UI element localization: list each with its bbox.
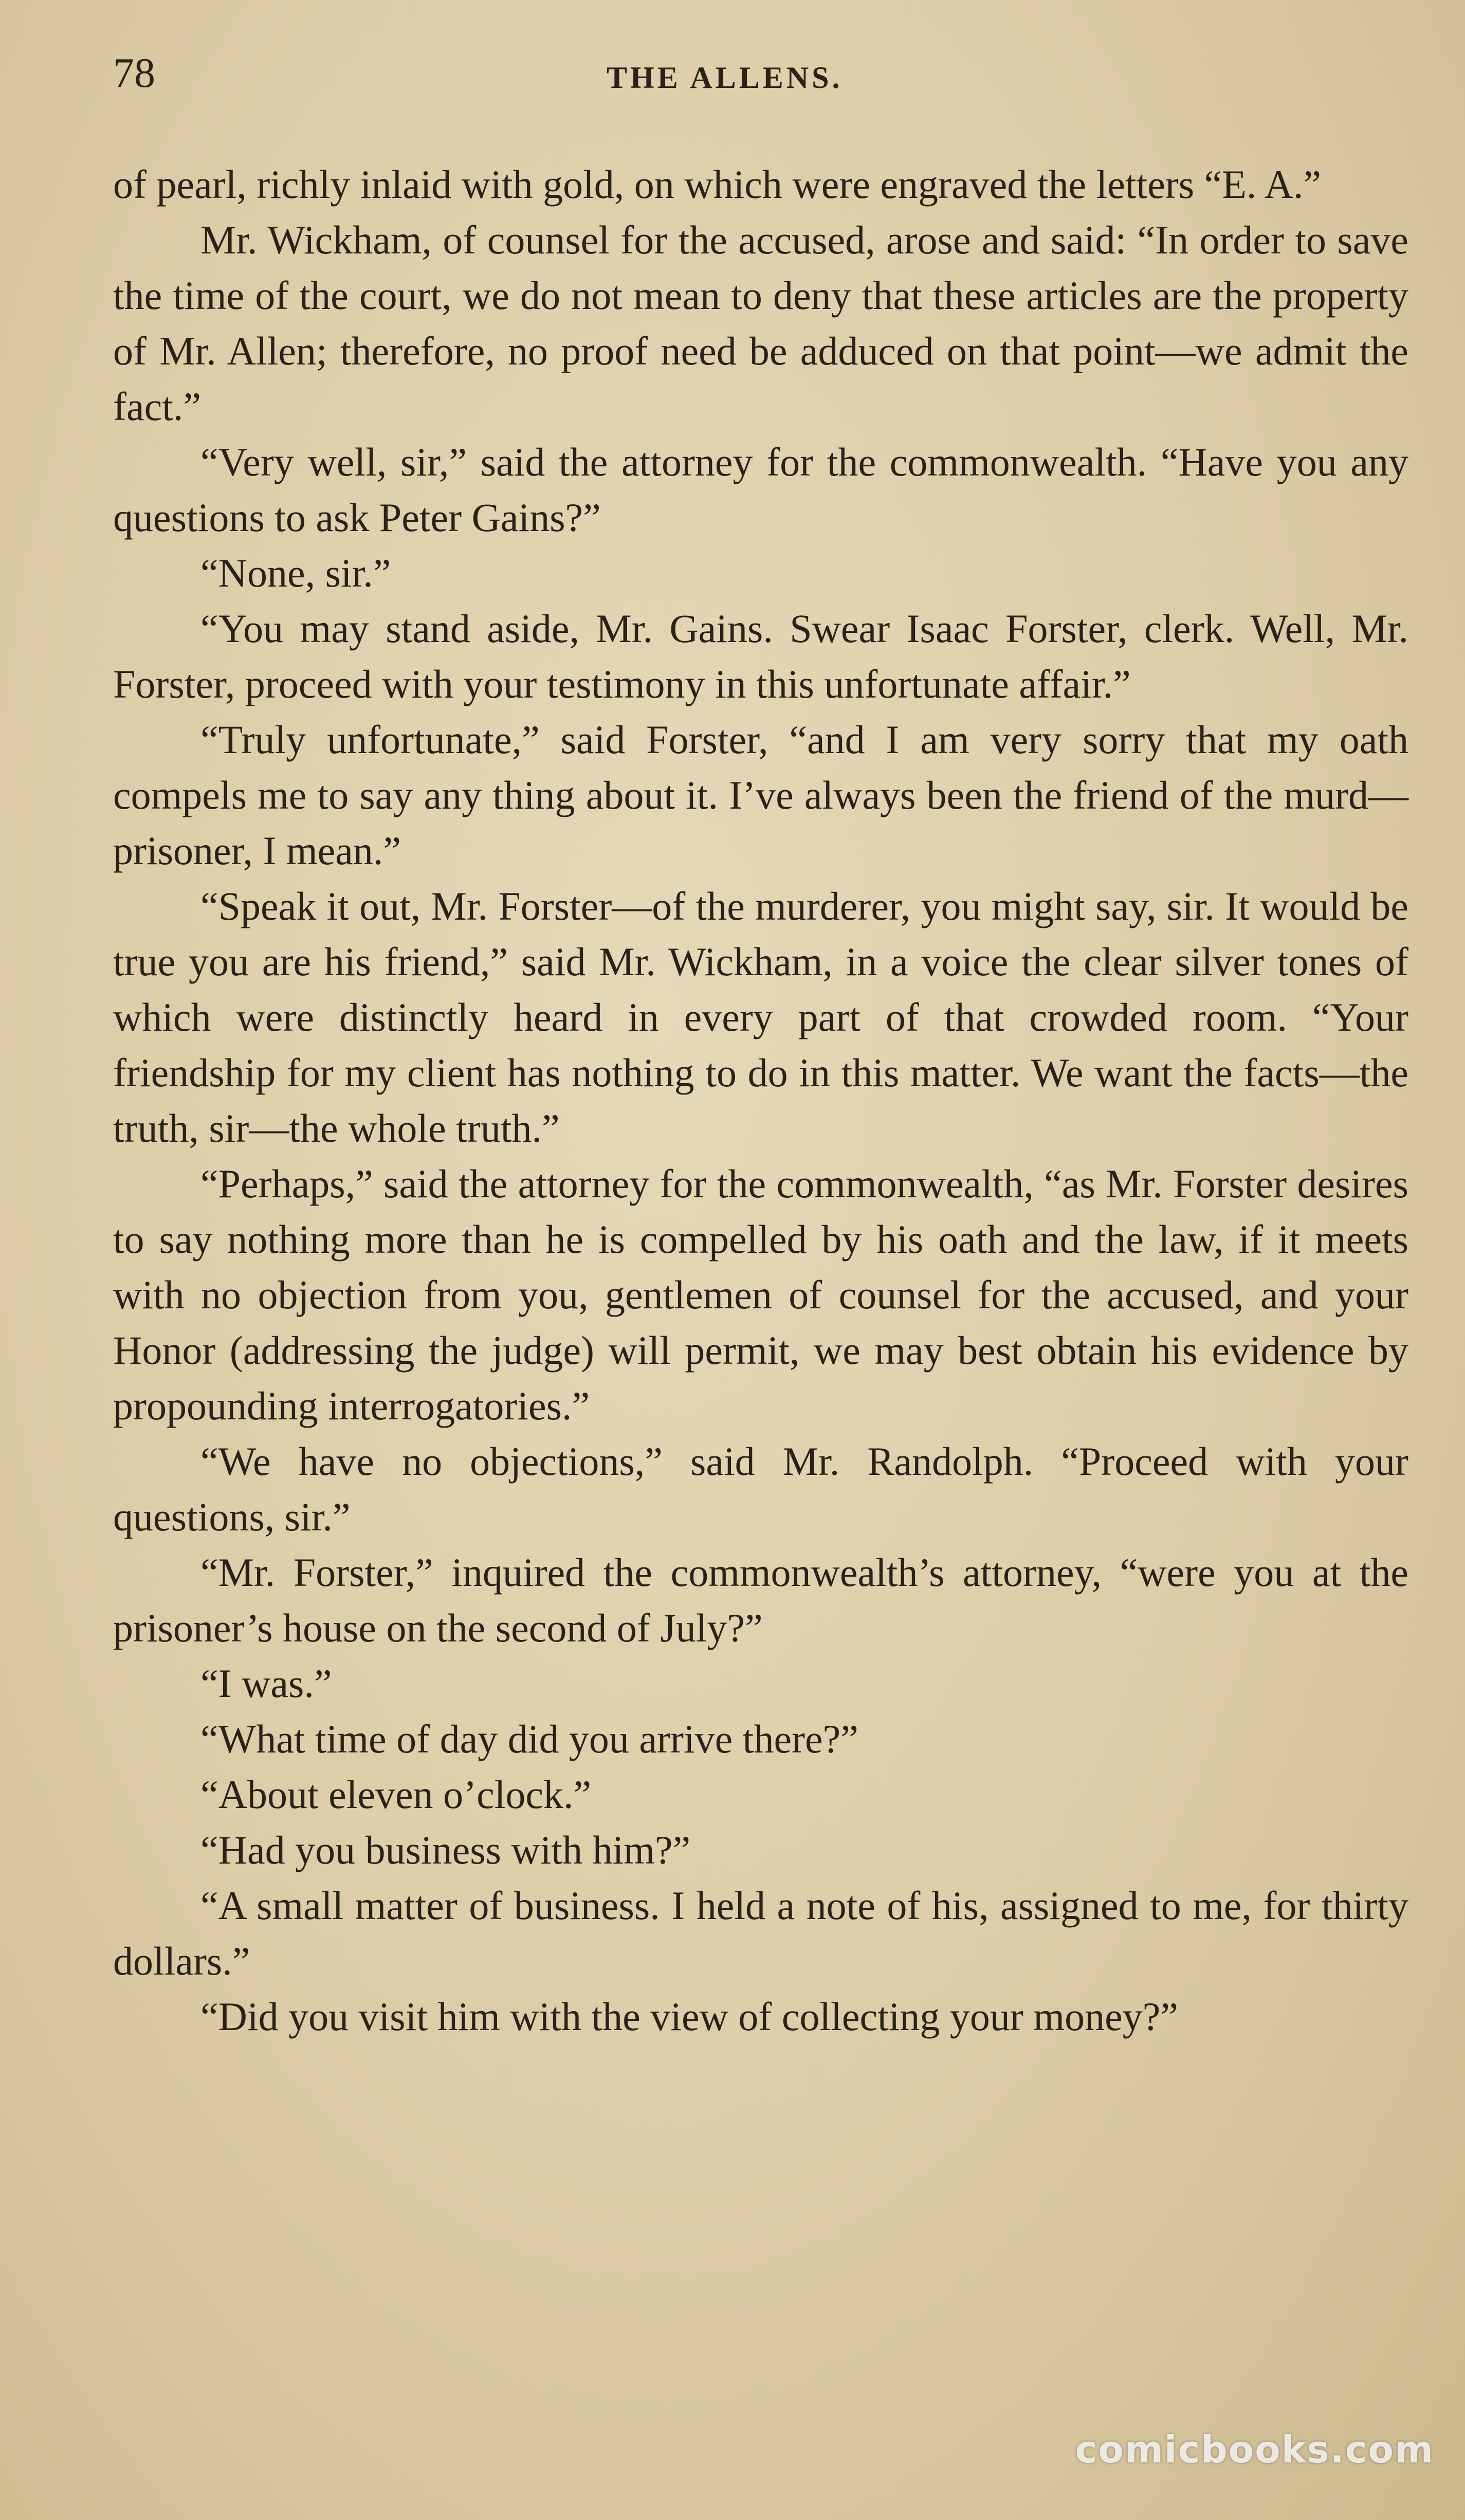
page-number: 78	[113, 49, 155, 96]
paragraph-1: of pearl, richly inlaid with gold, on which were engraved the letters “E. A.”	[113, 162, 1322, 207]
paragraph-11: “I was.”	[200, 1661, 332, 1706]
paragraph-6: “Truly unfortunate,” said Forster, “and I am very sorry that my oath compels me to say any thing about it. I’ve always been the friend of the murd—prisoner, I mean.”	[113, 717, 1408, 873]
paragraph-10: “Mr. Forster,” inquired the commonwealth’s attorney, “were you at the prisoner’s house on the second of July?”	[113, 1550, 1408, 1650]
paragraph-2: Mr. Wickham, of counsel for the accused, arose and said: “In order to save the time of the court, we do not mean to deny that these articles are the property of Mr. Allen; therefore, no proof need be adduced on that point—we admit the fact.”	[113, 217, 1408, 429]
paragraph-8: “Perhaps,” said the attorney for the commonwealth, “as Mr. Forster desires to say nothing more than he is compelled by his oath and the law, if it meets with no objection from you, gentlemen of counsel for the accused, and your Honor (addressing the judge) will permit, we may best obtain his evidence by propounding interrogatories.”	[113, 1161, 1408, 1428]
paragraph-13: “About eleven o’clock.”	[200, 1772, 592, 1817]
paragraph-15: “A small matter of business. I held a note of his, assigned to me, for thirty dollars.”	[113, 1883, 1408, 1983]
watermark: comicbooks.com	[1075, 2428, 1434, 2471]
page-header	[113, 49, 1403, 100]
paragraph-12: “What time of day did you arrive there?”	[200, 1716, 858, 1761]
paragraph-7: “Speak it out, Mr. Forster—of the murderer, you might say, sir. It would be true you are his friend,” said Mr. Wickham, in a voice the clear silver tones of which were distinctly heard in every part of that crowded room. “Your friendship for my client has nothing to do in this matter. We want the facts—the truth, sir—the whole truth.”	[113, 884, 1408, 1151]
body-text	[113, 157, 1408, 2044]
paragraph-4: “None, sir.”	[200, 551, 391, 595]
running-head: THE ALLENS.	[607, 61, 843, 95]
paragraph-9: “We have no objections,” said Mr. Randolph. “Proceed with your questions, sir.”	[113, 1439, 1408, 1539]
paragraph-14: “Had you business with him?”	[200, 1828, 691, 1872]
paragraph-16: “Did you visit him with the view of collecting your money?”	[200, 1994, 1178, 2039]
paragraph-5: “You may stand aside, Mr. Gains. Swear Isaac Forster, clerk. Well, Mr. Forster, proceed with your testimony in this unfortunate affair.”	[113, 606, 1408, 706]
paragraph-3: “Very well, sir,” said the attorney for the commonwealth. “Have you any questions to ask Peter Gains?”	[113, 440, 1408, 540]
